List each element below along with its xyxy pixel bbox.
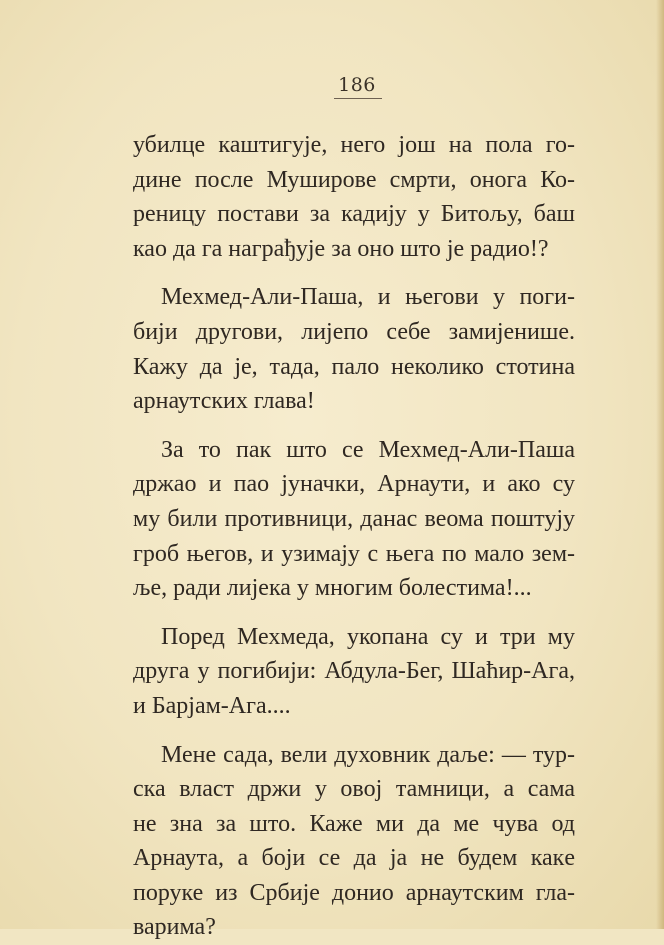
text-line: гроб његов, и узимају с њега по мало зем- (133, 537, 575, 572)
text-line: убилце каштигује, него још на пола го- (133, 128, 575, 163)
text-line: држао и пао јуначки, Арнаути, и ако су (133, 467, 575, 502)
text-line: Арнаута, а боји се да ја не будем какe (133, 841, 575, 876)
paragraph-2 (133, 280, 575, 418)
body-text (133, 128, 575, 945)
text-line: бији другови, лијепо себе замијенише. (133, 315, 575, 350)
text-line: као да га награђује за оно што је радио!? (133, 232, 575, 267)
text-line: Кажу да је, тада, пало неколико стотина (133, 350, 575, 385)
paragraph-4 (133, 620, 575, 724)
paragraph-3 (133, 433, 575, 606)
text-line: Мехмед-Али-Паша, и његови у поги- (133, 280, 575, 315)
text-line: За то пак што се Мехмед-Али-Паша (133, 433, 575, 468)
page-number-underline (334, 98, 382, 99)
text-line: реницу постави за кадију у Битољу, баш (133, 197, 575, 232)
text-line: поруке из Србије донио арнаутским гла- (133, 876, 575, 911)
paragraph-1 (133, 128, 575, 266)
paragraph-5 (133, 738, 575, 945)
text-line: Мене сада, вели духовник даље: — тур- (133, 738, 575, 773)
text-line: друга у погибији: Абдула-Бег, Шаћир-Ага, (133, 654, 575, 689)
text-line: варима? (133, 910, 575, 945)
text-line: и Барјам-Ага.... (133, 689, 575, 724)
text-line: ска власт држи у овој тамници, а сама (133, 772, 575, 807)
text-line: му били противници, данас веома поштују (133, 502, 575, 537)
text-line: не зна за што. Каже ми да ме чува од (133, 807, 575, 842)
page-edge-shadow (656, 0, 664, 929)
text-line: Поред Мехмеда, укопана су и три му (133, 620, 575, 655)
text-line: ље, ради лијека у многим болестима!... (133, 571, 575, 606)
text-line: арнаутских глава! (133, 384, 575, 419)
page-number: 186 (330, 74, 384, 96)
text-line: дине после Муширове смрти, онога Ко- (133, 163, 575, 198)
